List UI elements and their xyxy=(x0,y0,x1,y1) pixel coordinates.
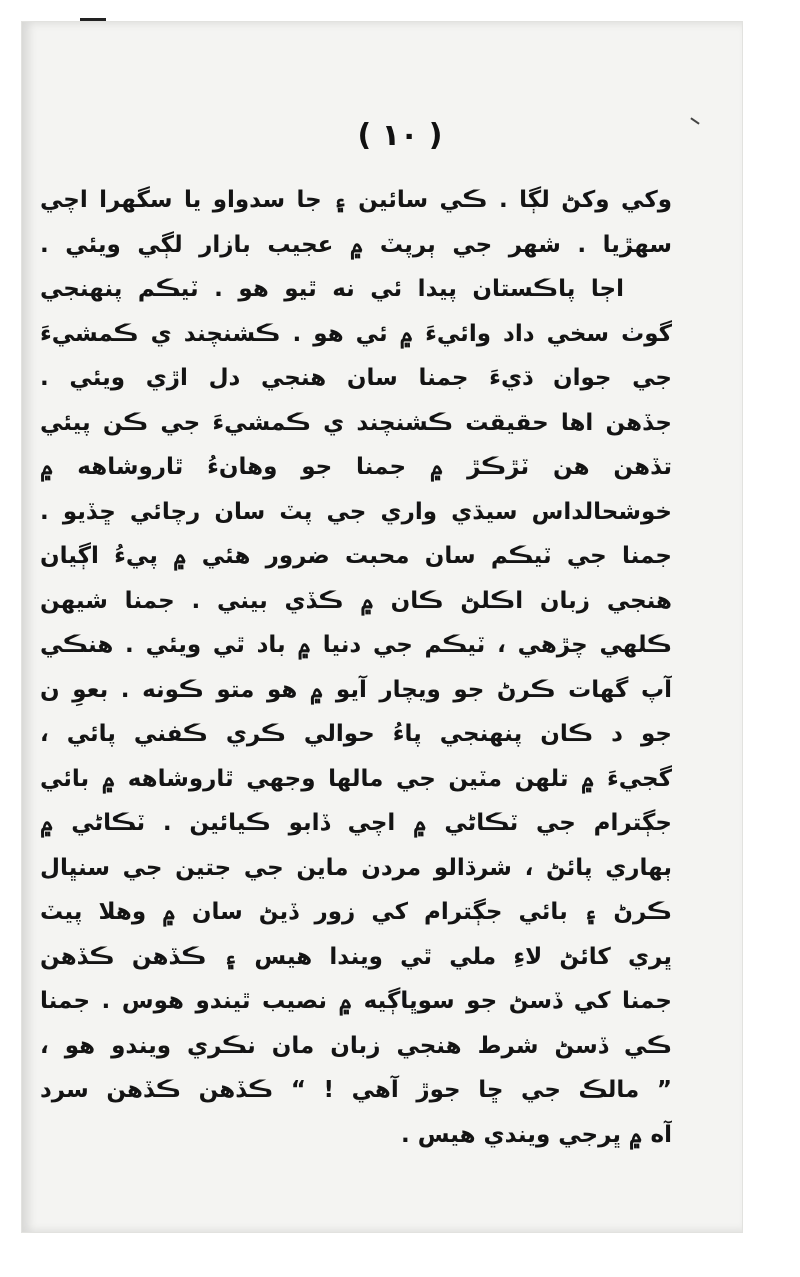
text-line: ڪلهي چڙهي ، ٽيڪم جي دنيا ۾ باد ٿي ويئي . هنڪي xyxy=(40,632,672,658)
scan-edge-mark xyxy=(80,18,106,21)
text-line: جمنا کي ڏسڻ جو سوڀاڳيه ۾ نصيب ٿيندو هوس . جمنا xyxy=(40,988,672,1014)
text-line: جڏهن اها حقيقت ڪشنچند ي ڪمشيءَ جي ڪن پيئي xyxy=(40,409,672,436)
text-line: هنجي زبان اڪلڻ ڪان ۾ ڪڏي بيني . جمنا شيهن xyxy=(40,587,672,614)
text-line: جي جوان ڌيءَ جمنا سان هنجي دل اڙي ويئي . xyxy=(40,365,672,391)
text-line: گوٺ سخي داد وائيءَ ۾ ئي هو . ڪشنچند ي ڪمشيءَ xyxy=(40,320,672,347)
text-line: گجيءَ ۾ تلهن مٽين جي مالها وجهي ٿاروشاهه ۾ بائي xyxy=(40,765,672,792)
text-line: خوشحالداس سيڌي واري جي پٽ سان رچائي ڇڏيو . xyxy=(40,498,672,525)
text-line: ٻهاري پائڻ ، شرڌالو مردن ماين جي جتين جي سنڀال xyxy=(40,854,672,881)
text-line: جو د ڪان پنهنجي پاءُ حوالي ڪري ڪفني پائي ، xyxy=(40,721,672,747)
text-line: ڪرڻ ۽ بائي جڳترام کي زور ڏيڻ سان ۾ وهلا پيٽ xyxy=(40,899,672,925)
text-line: تڏهن هن ٽڙڪڙ ۾ جمنا جو وهانءُ ٿاروشاهه ۾ xyxy=(40,454,672,480)
text-line: ” مالڪ جي ڇا جوڙ آهي ! “ ڪڏهن ڪڏهن سرد xyxy=(40,1077,672,1103)
text-line: ڪي ڏسڻ شرط هنجي زبان مان نڪري ويندو هو ، xyxy=(40,1032,672,1059)
text-line: جمنا جي ٽيڪم سان محبت ضرور هئي ۾ پيءُ اڳيان xyxy=(40,543,672,569)
page-number: ( ١٠ ) xyxy=(357,118,443,153)
text-line: اڄا پاڪستان پيدا ئي نه ٿيو هو . ٽيڪم پنهنجي xyxy=(40,276,624,302)
page-body-text xyxy=(40,178,672,1157)
text-line: آه ۾ ڀرجي ويندي هيس . xyxy=(400,1121,672,1148)
text-line: آپ گهات ڪرڻ جو ويچار آيو ۾ هو متو ڪونه . بعوِ ن xyxy=(40,676,672,703)
text-line: وکي وکڻ لڳا . ڪي سائين ۽ جا سدواو يا سگهرا اچي xyxy=(40,187,672,213)
text-line: جڳترام جي ٽڪاڻي ۾ اچي ڏابو ڪيائين . ٽڪاڻي ۾ xyxy=(40,810,672,836)
text-line: سهڙيا . شهر جي ٻرپٽ ۾ عجيب بازار لڳي ويئي . xyxy=(40,231,672,258)
text-line: ڀري کائڻ لاءِ ملي ٿي ويندا هيس ۽ ڪڏهن ڪڏهن xyxy=(40,943,672,970)
